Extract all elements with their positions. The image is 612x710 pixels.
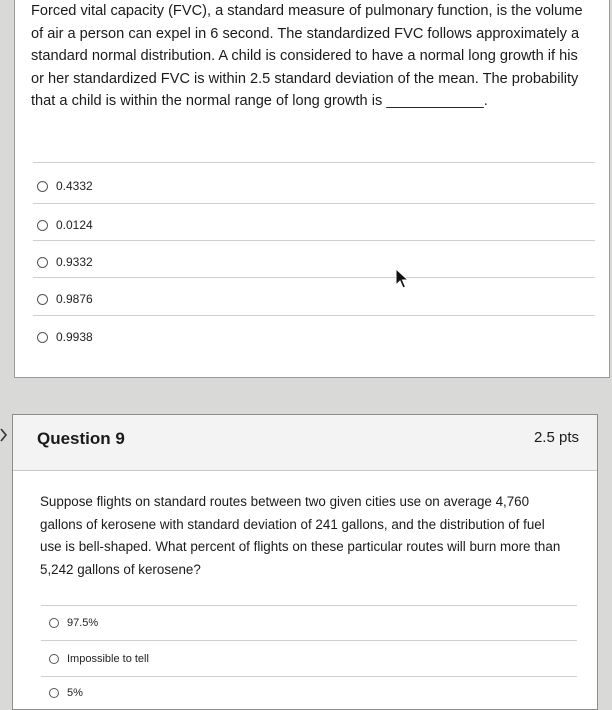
divider [33, 203, 595, 204]
divider [33, 240, 595, 241]
q8-option-5[interactable] [37, 327, 93, 347]
q9-option-3-label: 5% [67, 687, 83, 699]
q9-option-1[interactable] [49, 613, 98, 633]
radio-icon[interactable] [37, 181, 48, 192]
q9-option-3[interactable] [49, 683, 83, 703]
question-8-card [14, 0, 610, 378]
divider [33, 315, 595, 316]
question-9-prompt: Suppose flights on standard routes between two given cities use on average 4,760 gallons of kerosene with standard deviation of 241 gallons, and the distribution of fuel use is bell-shaped. What percent of flights on these particular routes will burn more than 5,242 gallons of kerosene? [40, 494, 561, 577]
question-points: 2.5 pts [533, 429, 579, 446]
radio-icon[interactable] [49, 688, 59, 698]
q8-option-3[interactable] [37, 252, 93, 272]
q8-option-4[interactable] [37, 289, 93, 309]
radio-icon[interactable] [37, 220, 48, 231]
question-9-card [12, 414, 598, 710]
q8-option-2[interactable] [37, 215, 93, 235]
radio-icon[interactable] [37, 332, 48, 343]
mouse-pointer-icon [395, 268, 409, 290]
q8-option-4-label: 0.9876 [56, 292, 93, 306]
q8-option-1[interactable] [37, 176, 93, 196]
divider [33, 162, 595, 163]
radio-icon[interactable] [49, 618, 59, 628]
divider [41, 640, 577, 641]
divider [41, 605, 577, 606]
question-title: Question 9 [37, 429, 125, 448]
radio-icon[interactable] [49, 654, 59, 664]
q9-option-2-label: Impossible to tell [67, 653, 149, 665]
divider [33, 277, 595, 278]
radio-icon[interactable] [37, 257, 48, 268]
q9-option-2[interactable] [49, 649, 149, 669]
q8-option-5-label: 0.9938 [56, 330, 93, 344]
q8-option-3-label: 0.9332 [56, 255, 93, 269]
question-8-prompt [31, 0, 591, 113]
q8-option-1-label: 0.4332 [56, 179, 93, 193]
q9-option-1-label: 97.5% [67, 617, 99, 629]
radio-icon[interactable] [37, 294, 48, 305]
question-header [13, 415, 597, 471]
question-8-text: Forced vital capacity (FVC), a standard measure of pulmonary function, is the volume of air a person can expel in 6 second. The standardized FVC follows approximately a standard normal distribution. A child is considered to have a normal long growth if his or her standardized FVC is within 2.5 standard deviation of the mean. The probability that a child is within the normal range of long growth is [31, 3, 583, 109]
answer-blank: ____________. [386, 93, 488, 109]
q8-option-2-label: 0.0124 [56, 218, 93, 232]
chevron-right-icon[interactable] [0, 428, 8, 442]
divider [41, 676, 577, 677]
